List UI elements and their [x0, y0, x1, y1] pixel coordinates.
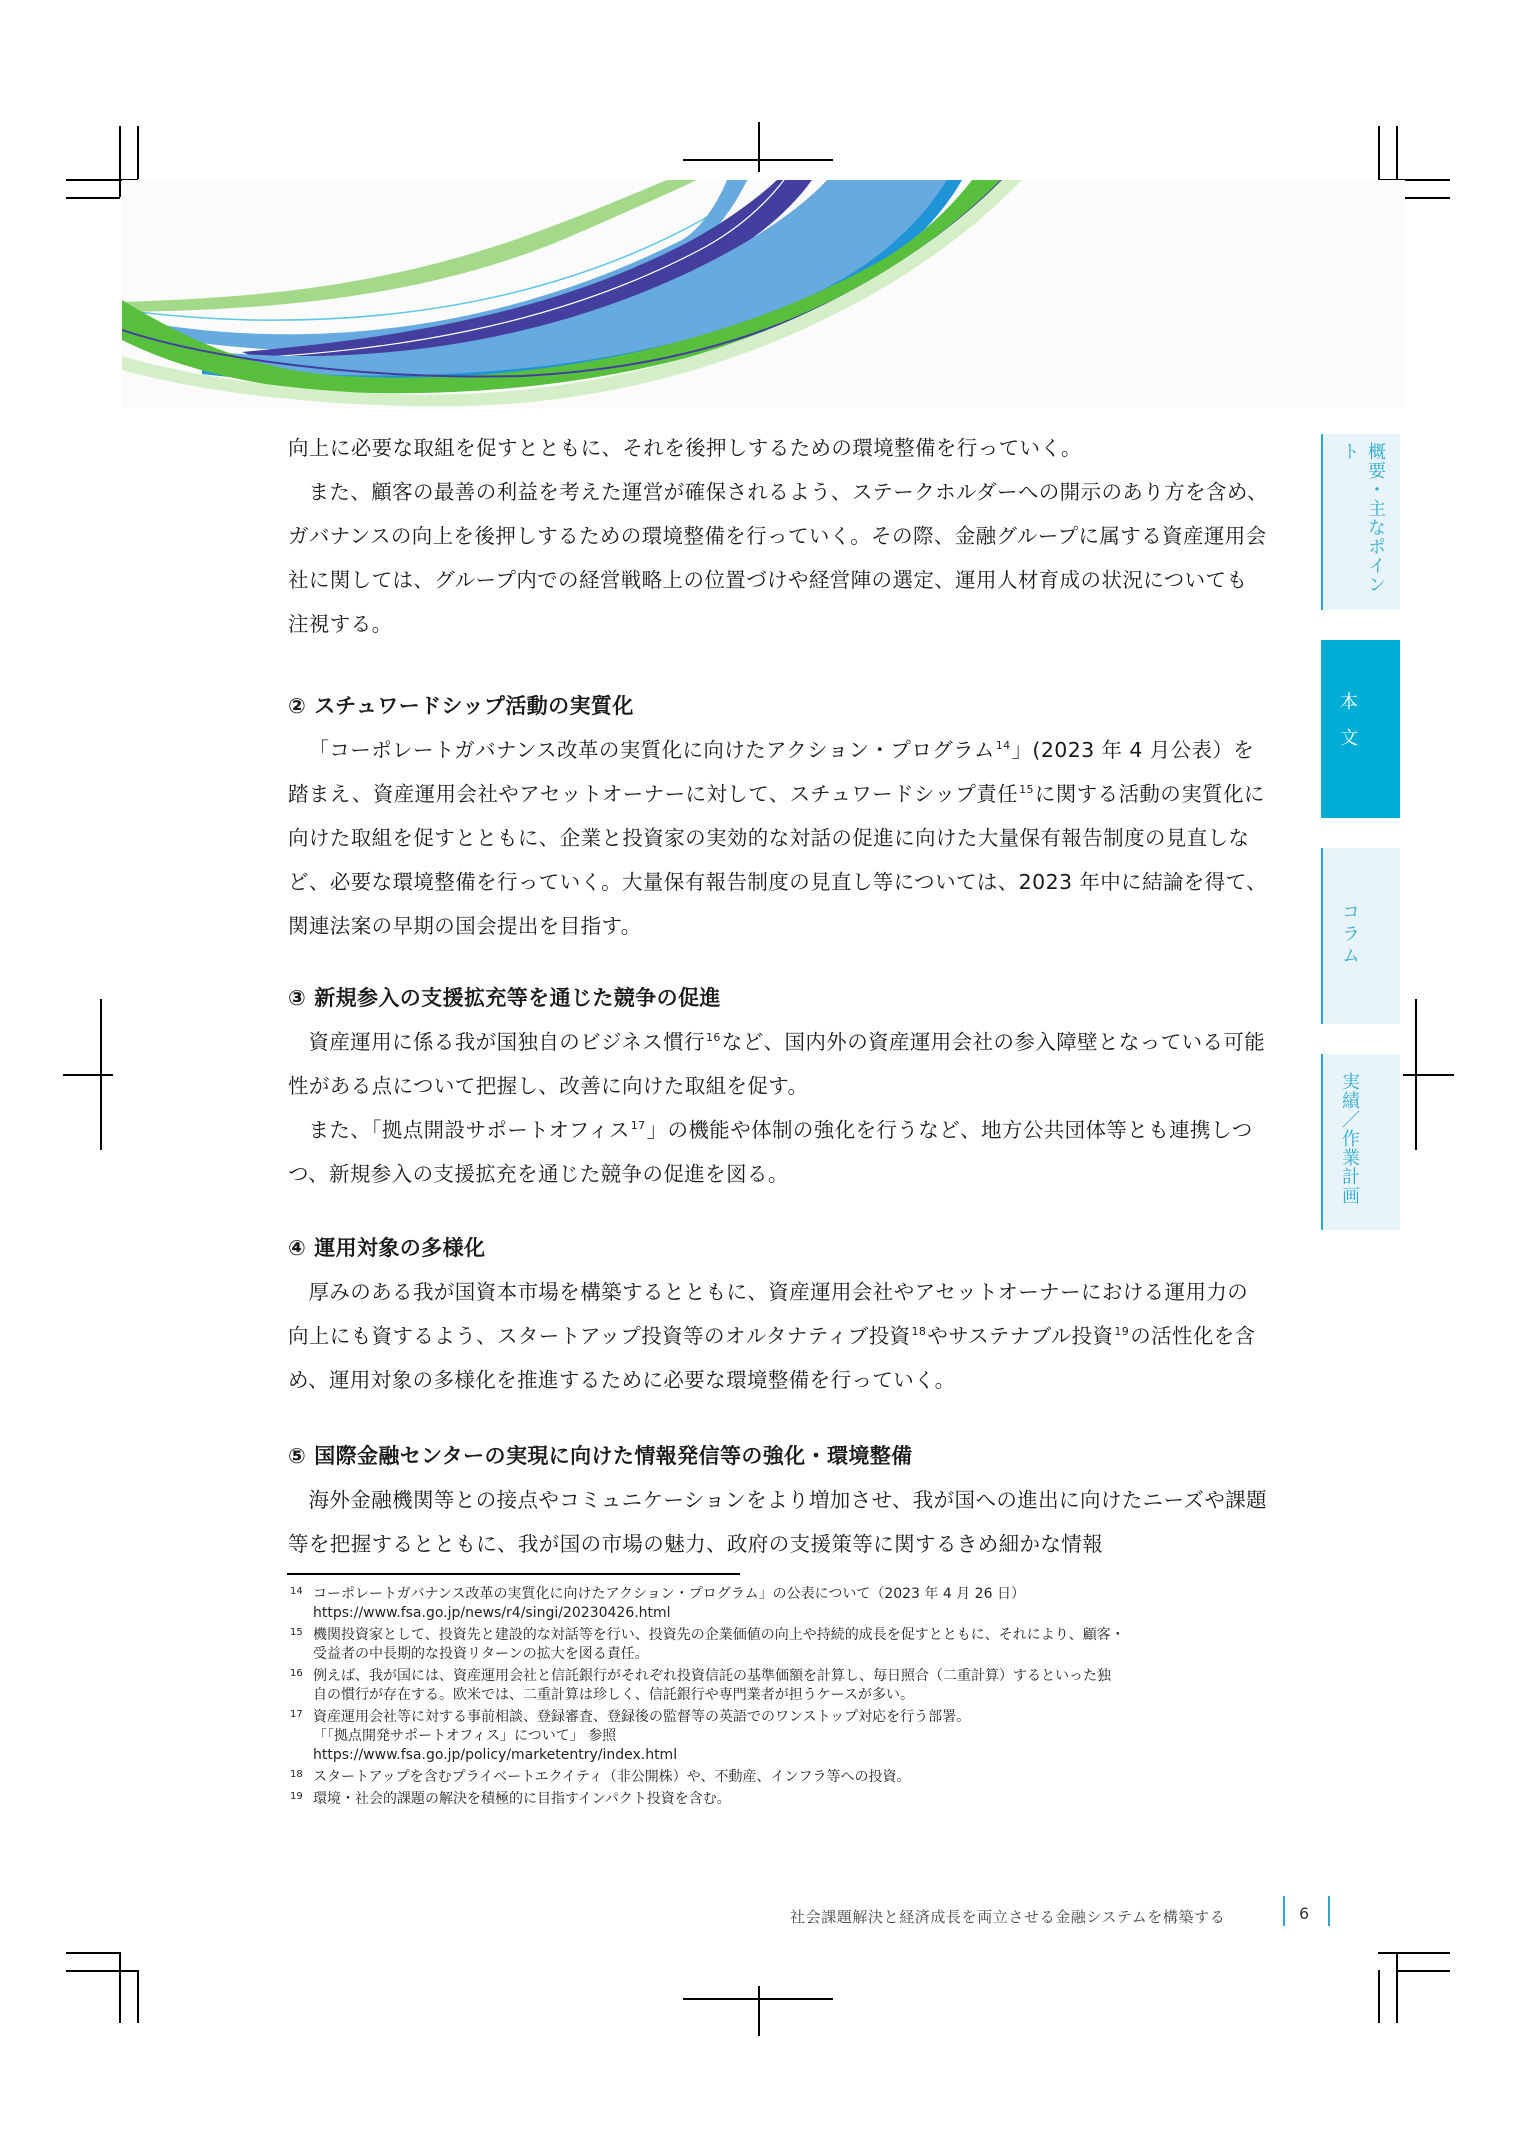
- section-heading: [288, 1434, 1268, 1478]
- header-wave-banner: [122, 180, 1405, 408]
- crop-mark: [119, 1952, 121, 2023]
- footnote-ref[interactable]: 16: [705, 1031, 721, 1044]
- crop-mark: [66, 197, 120, 199]
- crop-mark: [66, 1970, 138, 1972]
- paragraph: 厚みのある我が国資本市場を構築するとともに、資産運用会社やアセットオーナーにおける運用力の向上にも資するよう、スタートアップ投資等のオルタナティブ投資$^{18}$やサステナブル投資$^{19}$の活性化を含め、運用対象の多様化を推進するために必要な環境整備を行っていく。: [288, 1280, 1256, 1392]
- crop-mark: [66, 1952, 120, 1954]
- crop-mark: [1378, 1970, 1380, 2023]
- footnote-18: 18 スタートアップを含むプライベートエクイティ（非公開株）や、不動産、インフラ等への投資。: [290, 1769, 911, 1785]
- crop-mark: [1396, 1952, 1398, 2023]
- footnote-ref[interactable]: 15: [1019, 783, 1034, 796]
- crop-mark: [683, 159, 833, 161]
- footer-divider: [1328, 1896, 1330, 1926]
- crop-mark: [683, 1998, 833, 2000]
- section-number: ②: [288, 694, 307, 718]
- footer-title: 社会課題解決と経済成長を両立させる金融システムを構築する: [790, 1908, 1226, 1926]
- section-title: スチュワードシップ活動の実質化: [314, 694, 634, 718]
- section-number: ⑤: [288, 1444, 307, 1468]
- section-title: 運用対象の多様化: [314, 1236, 486, 1260]
- footnote-17: 17 資産運用会社等に対する事前相談、登録審査、登録後の監督等の英語でのワンストップ対応を行う部署。 「「拠点開発サポートオフィス」について」 参照 https://www.fsa.go.jp/policy/marketentry/index.html: [290, 1708, 1290, 1765]
- footnote-ref[interactable]: 18: [911, 1325, 927, 1338]
- footnote-15: 15 機関投資家として、投資先と建設的な対話等を行い、投資先の企業価値の向上や持続的成長を促すとともに、それにより、顧客・ 受益者の中長期的な投資リターンの拡大を図る責任。: [290, 1627, 1125, 1662]
- section-3: [288, 976, 1268, 1196]
- crop-mark: [1378, 1952, 1450, 1954]
- crop-mark: [63, 1074, 113, 1076]
- section-heading: [288, 684, 1268, 728]
- paragraph: 海外金融機関等との接点やコミュニケーションをより増加させ、我が国への進出に向けたニーズや課題等を把握するとともに、我が国の市場の魅力、政府の支援策等に関するきめ細かな情報: [288, 1488, 1268, 1556]
- footer-divider: [1283, 1896, 1285, 1926]
- intro-text: [288, 426, 1268, 646]
- section-heading: [288, 1226, 1268, 1270]
- paragraph: また、「拠点開設サポートオフィス$^{17}$」の機能や体制の強化を行うなど、地方公共団体等とも連携しつつ、新規参入の支援拡充を通じた競争の促進を図る。: [288, 1118, 1253, 1186]
- paragraph: 向上に必要な取組を促すとともに、それを後押しするための環境整備を行っていく。: [288, 436, 1082, 460]
- side-tab-results-plan[interactable]: 実績／作業計画: [1321, 1054, 1400, 1230]
- page-number: 6: [1299, 1904, 1310, 1923]
- paragraph: 「コーポレートガバナンス改革の実質化に向けたアクション・プログラム$^{14}$」(2023 年 4 月公表）を踏まえ、資産運用会社やアセットオーナーに対して、スチュワードシップ責任$^{15}$に関する活動の実質化に向けた取組を促すとともに、企業と投資家の実効的な対話の促進に向けた大量保有報告制度の見直しなど、必要な環境整備を行っていく。大量保有報告制度の見直し等については、2023 年中に結論を得て、関連法案の早期の国会提出を目指す。: [288, 738, 1268, 938]
- footnotes: [290, 1585, 1290, 1812]
- crop-mark: [137, 126, 139, 179]
- crop-mark: [758, 1986, 760, 2036]
- crop-mark: [119, 126, 121, 197]
- section-title: 新規参入の支援拡充等を通じた競争の促進: [314, 986, 721, 1010]
- paragraph: また、顧客の最善の利益を考えた運営が確保されるよう、ステークホルダーへの開示のあり方を含め、ガバナンスの向上を後押しするための環境整備を行っていく。その際、金融グループに属する資産運用会社に関しては、グループ内での経営戦略上の位置づけや経営陣の選定、運用人材育成の状況についても注視する。: [288, 480, 1268, 636]
- crop-mark: [1396, 1970, 1450, 1972]
- footnote-separator: [287, 1573, 740, 1575]
- side-tab-column[interactable]: コラム: [1321, 848, 1400, 1024]
- crop-mark: [1378, 126, 1380, 179]
- crop-mark: [1403, 1074, 1454, 1076]
- section-4: [288, 1226, 1268, 1402]
- side-tab-overview[interactable]: 概要・主なポイント: [1321, 434, 1400, 610]
- section-number: ③: [288, 986, 307, 1010]
- footnote-19: 19 環境・社会的課題の解決を積極的に目指すインパクト投資を含む。: [290, 1791, 731, 1807]
- section-5: [288, 1434, 1268, 1566]
- crop-mark: [137, 1970, 139, 2023]
- crop-mark: [758, 122, 760, 172]
- footnote-16: 16 例えば、我が国には、資産運用会社と信託銀行がそれぞれ投資信託の基準価額を計算し、毎日照合（二重計算）するといった独 自の慣行が存在する。欧米では、二重計算は珍しく、信託銀行や専門業者が担うケースが多い。: [290, 1668, 1111, 1703]
- footnote-link[interactable]: https://www.fsa.go.jp/news/r4/singi/20230426.html: [313, 1605, 671, 1621]
- footnote-ref[interactable]: 19: [1114, 1325, 1130, 1338]
- section-title: 国際金融センターの実現に向けた情報発信等の強化・環境整備: [314, 1444, 913, 1468]
- footnote-link[interactable]: https://www.fsa.go.jp/policy/marketentry/index.html: [313, 1747, 678, 1763]
- footnote-ref[interactable]: 14: [995, 739, 1011, 752]
- footnote-ref[interactable]: 17: [630, 1119, 646, 1132]
- section-number: ④: [288, 1236, 307, 1260]
- section-heading: [288, 976, 1268, 1020]
- footnote-14: 14 コーポレートガバナンス改革の実質化に向けたアクション・プログラム」の公表について（2023 年 4 月 26 日） https://www.fsa.go.jp/news/r4/singi/20230426.html: [290, 1585, 1290, 1623]
- side-tab-main-text[interactable]: 本文: [1321, 640, 1400, 818]
- section-2: [288, 684, 1268, 948]
- paragraph: 資産運用に係る我が国独自のビジネス慣行$^{16}$など、国内外の資産運用会社の参入障壁となっている可能性がある点について把握し、改善に向けた取組を促す。: [288, 1030, 1266, 1098]
